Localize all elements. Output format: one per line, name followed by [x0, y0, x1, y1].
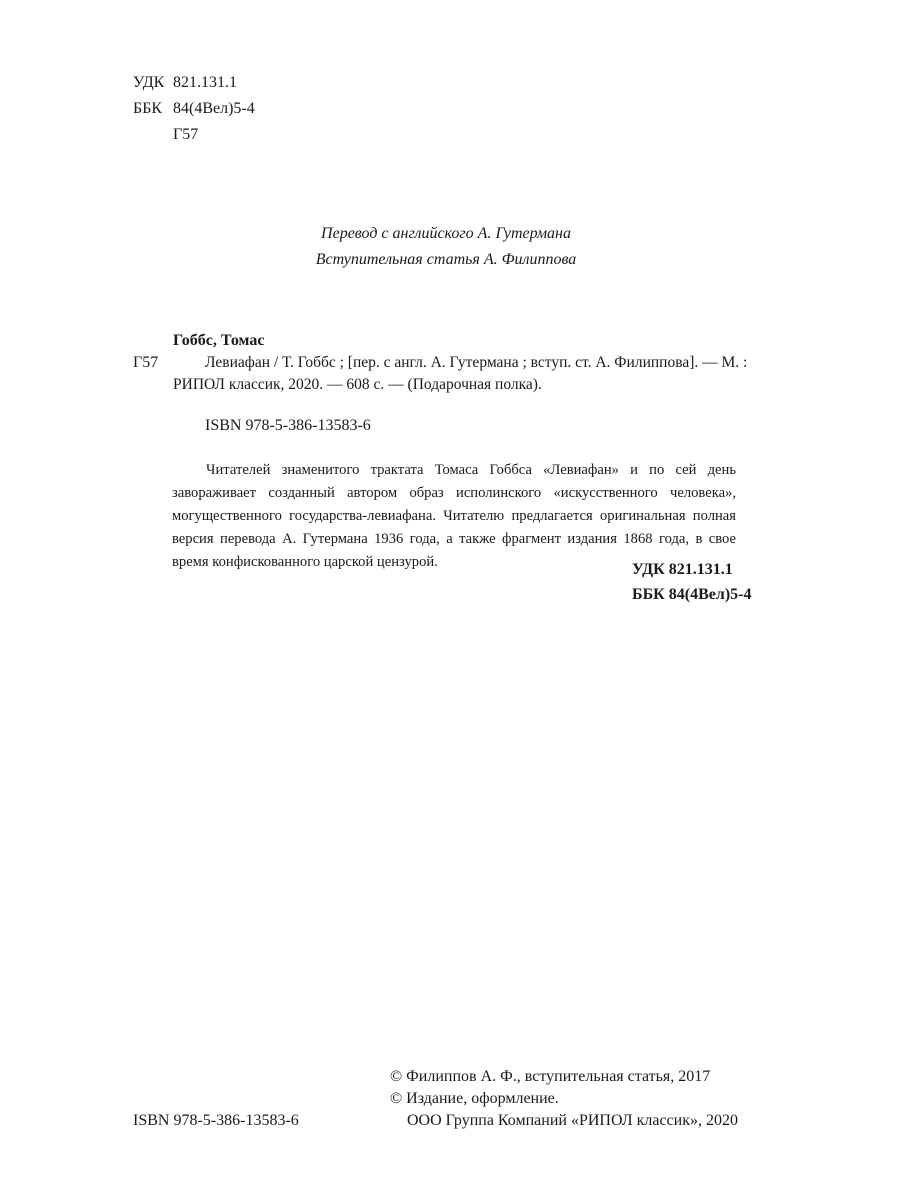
bbk-value: 84(4Вел)5-4	[173, 100, 255, 117]
credits-block	[0, 221, 900, 273]
record-title-line-2: РИПОЛ классик, 2020. — 608 с. — (Подарочная полка).	[173, 376, 542, 393]
bbk-row	[133, 96, 255, 122]
record-title-line-1: Левиафан / Т. Гоббс ; [пер. с англ. А. Гутермана ; вступ. ст. А. Филиппова]. — М. :	[205, 354, 748, 371]
classification-block	[133, 70, 255, 148]
translation-credit: Перевод с английского А. Гутермана	[321, 225, 571, 242]
copyright-line-1: © Филиппов А. Ф., вступительная статья, 2017	[390, 1068, 711, 1085]
copyright-line-3: ООО Группа Компаний «РИПОЛ классик», 2020	[407, 1112, 738, 1129]
copyright-block	[390, 1066, 738, 1132]
copyright-line-2: © Издание, оформление.	[390, 1090, 559, 1107]
record-author-mark: Г57	[133, 354, 159, 371]
udk-label: УДК	[133, 74, 165, 91]
udk-row	[133, 70, 255, 96]
author-mark-row	[133, 122, 255, 148]
annotation-text: Читателей знаменитого трактата Томаса Гоббса «Левиафан» и по сей день завораживает созданный автором образ исполинского «искусственного человека», могущественного государства-левиафана. Читателю предлагается оригинальная полная версия перевода А. Гутермана 1936 года, а также фрагмент издания 1868 года, в свое время конфискованного царской цензурой.	[172, 462, 736, 570]
record-bbk: ББК 84(4Вел)5-4	[632, 586, 752, 603]
bbk-label: ББК	[133, 100, 163, 117]
record-udk: УДК 821.131.1	[632, 561, 733, 578]
record-author: Гоббс, Томас	[173, 332, 265, 349]
record-codes	[632, 557, 752, 607]
author-mark: Г57	[173, 126, 199, 143]
udk-value: 821.131.1	[173, 74, 237, 91]
record-isbn: ISBN 978-5-386-13583-6	[205, 417, 371, 434]
footer-isbn: ISBN 978-5-386-13583-6	[133, 1112, 299, 1129]
introduction-credit: Вступительная статья А. Филиппова	[315, 251, 577, 268]
